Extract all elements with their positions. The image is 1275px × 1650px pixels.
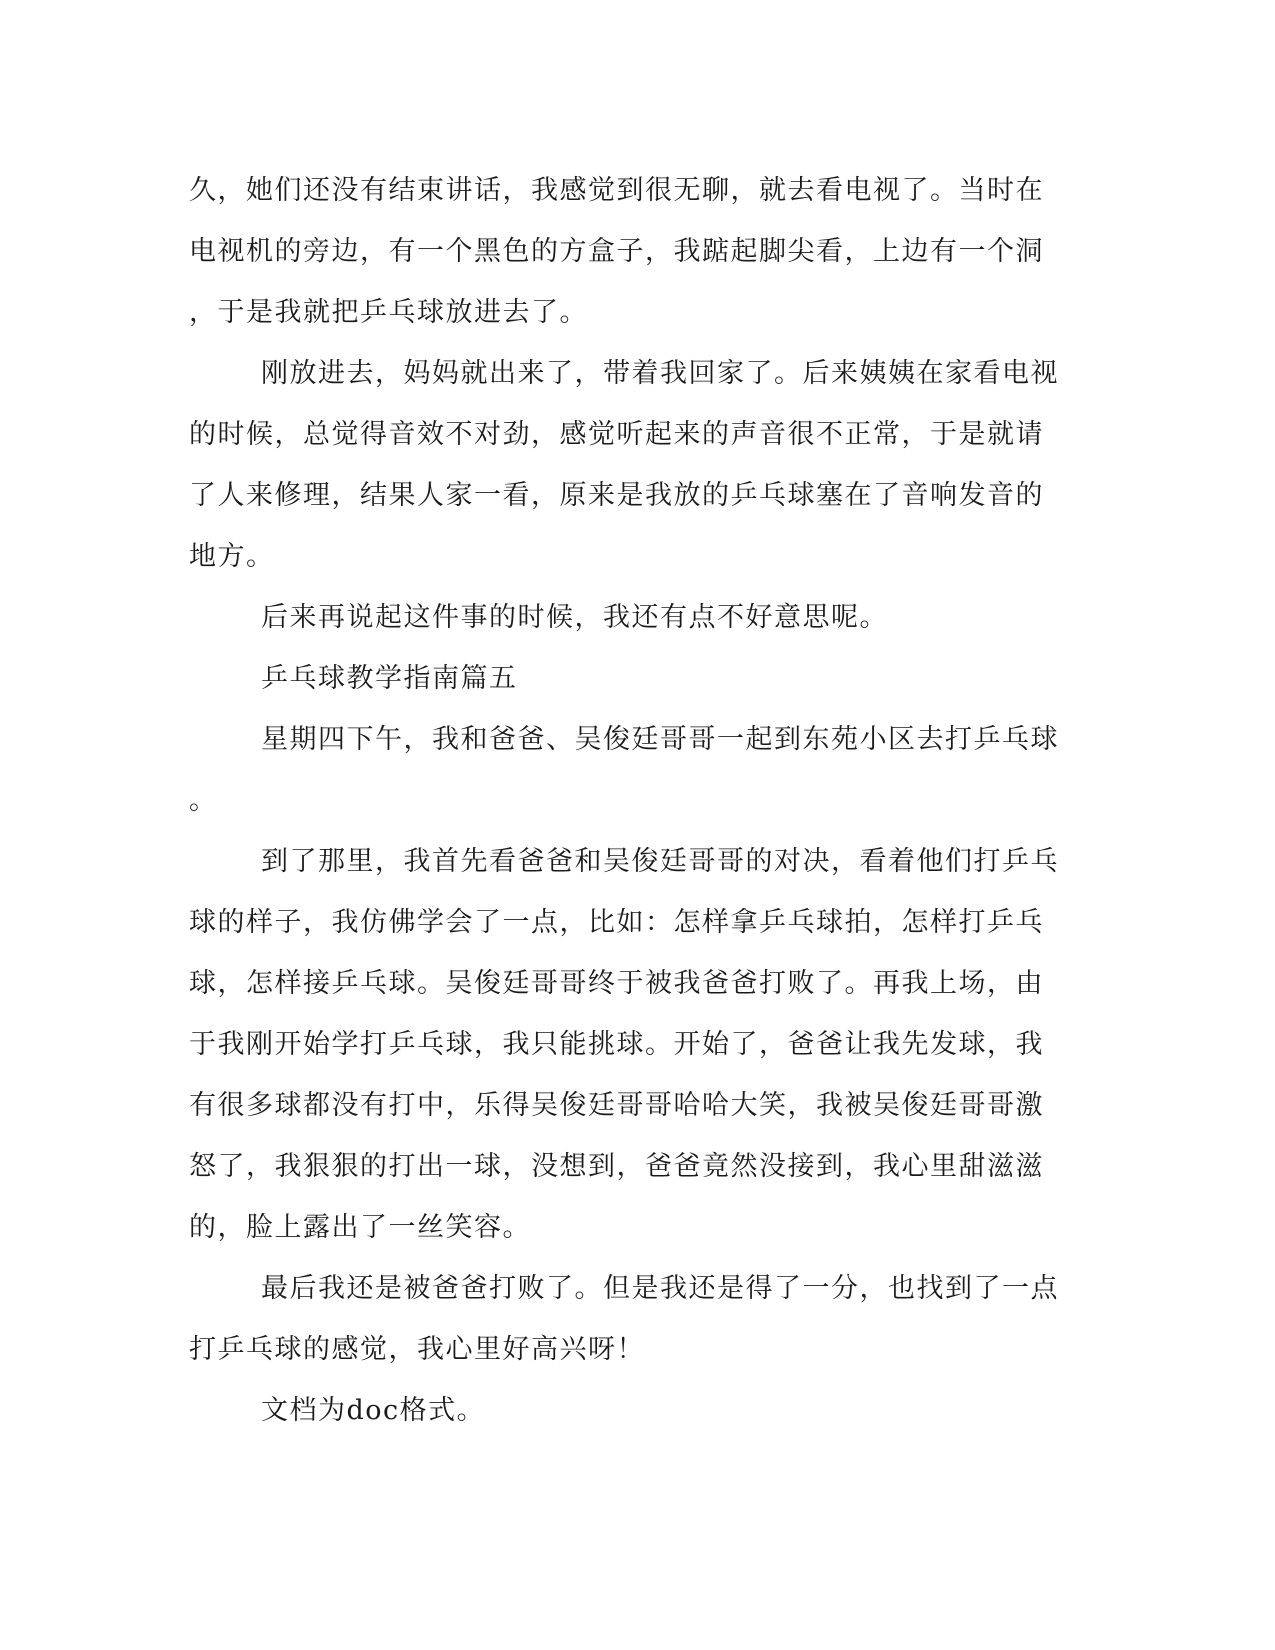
text-line: 最后我还是被爸爸打败了。但是我还是得了一分，也找到了一点 — [261, 1273, 1059, 1304]
text-line: 刚放进去，妈妈就出来了，带着我回家了。后来姨姨在家看电视 — [261, 358, 1059, 389]
text-line: 的时候，总觉得音效不对劲，感觉听起来的声音很不正常，于是就请 — [189, 419, 1044, 450]
text-line: 文档为doc格式。 — [261, 1395, 486, 1426]
text-line: 久，她们还没有结束讲话，我感觉到很无聊，就去看电视了。当时在 — [189, 175, 1044, 206]
document-body — [189, 160, 1069, 1441]
text-line: 。 — [189, 785, 218, 816]
text-line: 球的样子，我仿佛学会了一点，比如：怎样拿乒乓球拍，怎样打乒乓 — [189, 907, 1044, 938]
text-line: 星期四下午，我和爸爸、吴俊廷哥哥一起到东苑小区去打乒乓球 — [261, 724, 1059, 755]
text-line: 到了那里，我首先看爸爸和吴俊廷哥哥的对决，看着他们打乒乓 — [261, 846, 1059, 877]
text-line: 于我刚开始学打乒乓球，我只能挑球。开始了，爸爸让我先发球，我 — [189, 1029, 1044, 1060]
text-line: 的，脸上露出了一丝笑容。 — [189, 1212, 531, 1243]
text-line: 电视机的旁边，有一个黑色的方盒子，我踮起脚尖看，上边有一个洞 — [189, 236, 1044, 267]
text-line: 地方。 — [189, 541, 275, 572]
text-line: 后来再说起这件事的时候，我还有点不好意思呢。 — [261, 602, 888, 633]
text-line: 打乒乓球的感觉，我心里好高兴呀！ — [189, 1334, 645, 1365]
text-line: ，于是我就把乒乓球放进去了。 — [189, 297, 588, 328]
text-line: 了人来修理，结果人家一看，原来是我放的乒乓球塞在了音响发音的 — [189, 480, 1044, 511]
text-line: 球，怎样接乒乓球。吴俊廷哥哥终于被我爸爸打败了。再我上场，由 — [189, 968, 1044, 999]
text-line: 有很多球都没有打中，乐得吴俊廷哥哥哈哈大笑，我被吴俊廷哥哥激 — [189, 1090, 1044, 1121]
text-line: 怒了，我狠狠的打出一球，没想到，爸爸竟然没接到，我心里甜滋滋 — [189, 1151, 1044, 1182]
section-heading: 乒乓球教学指南篇五 — [261, 663, 518, 694]
